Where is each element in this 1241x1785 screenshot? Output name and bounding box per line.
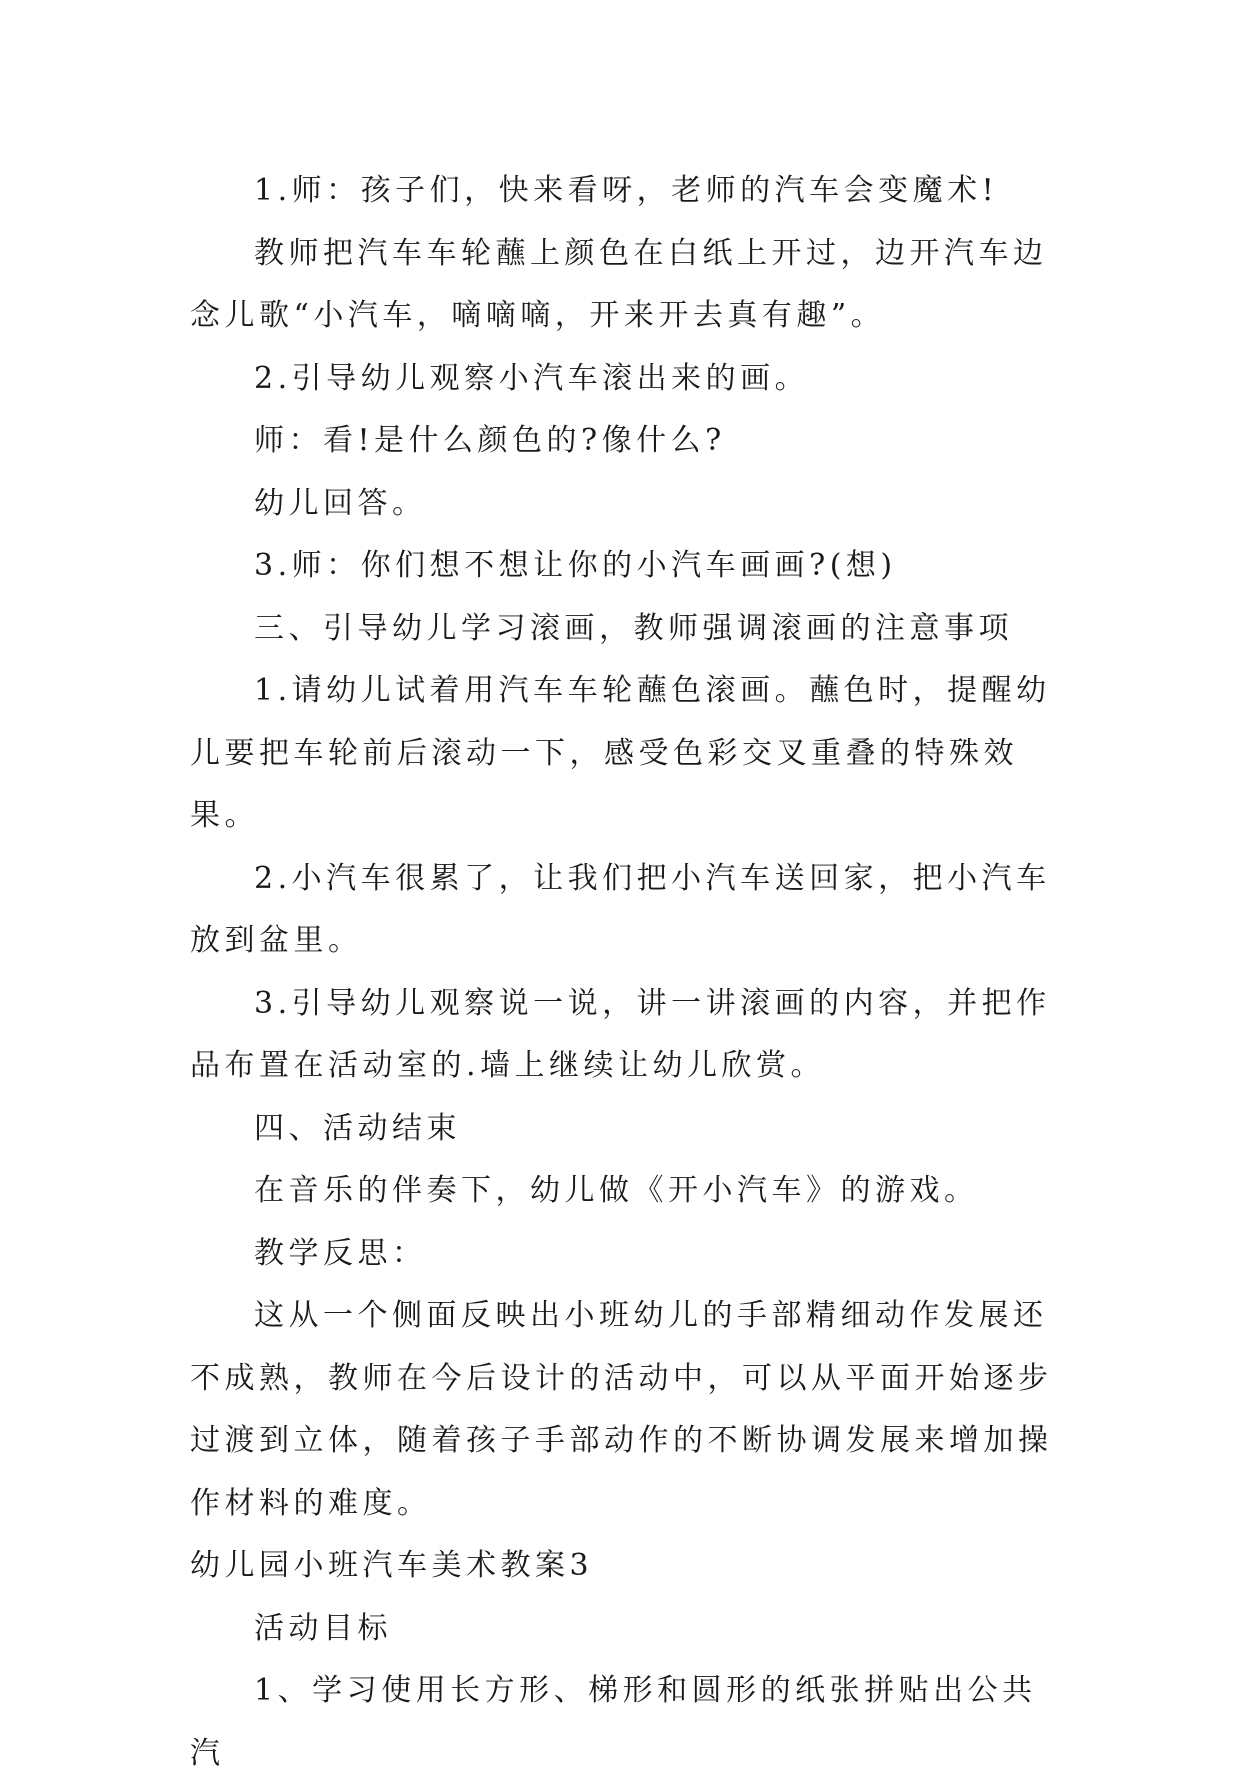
- paragraph: 教学反思：: [254, 1235, 427, 1271]
- paragraph: 1、学习使用长方形、梯形和圆形的纸张拼贴出公共汽: [190, 1673, 1037, 1771]
- paragraph: 三、引导幼儿学习滚画，教师强调滚画的注意事项: [254, 610, 1013, 646]
- paragraph: 这从一个侧面反映出小班幼儿的手部精细动作发展还不成熟，教师在今后设计的活动中，可以从平面开始逐步过渡到立体，随着孩子手部动作的不断协调发展来增加操作材料的难度。: [190, 1298, 1053, 1521]
- paragraph: 活动目标: [254, 1610, 392, 1646]
- paragraph: 1.请幼儿试着用汽车车轮蘸色滚画。蘸色时，提醒幼儿要把车轮前后滚动一下，感受色彩交叉重叠的特殊效果。: [190, 673, 1051, 833]
- paragraph: 2.小汽车很累了，让我们把小汽车送回家，把小汽车放到盆里。: [190, 860, 1051, 958]
- paragraph: 2.引导幼儿观察小汽车滚出来的画。: [254, 360, 810, 396]
- paragraph: 师：看!是什么颜色的?像什么?: [254, 423, 726, 458]
- section-title: 幼儿园小班汽车美术教案3: [190, 1548, 594, 1583]
- paragraph: 1.师：孩子们，快来看呀，老师的汽车会变魔术!: [254, 173, 999, 208]
- paragraph: 幼儿回答。: [254, 485, 427, 521]
- document-body: [190, 160, 1056, 1785]
- paragraph: 在音乐的伴奏下，幼儿做《开小汽车》的游戏。: [254, 1173, 979, 1208]
- paragraph: 3.师：你们想不想让你的小汽车画画?(想): [254, 548, 897, 583]
- paragraph: 教师把汽车车轮蘸上颜色在白纸上开过，边开汽车边念儿歌“小汽车，嘀嘀嘀，开来开去真有趣”。: [190, 235, 1048, 333]
- paragraph: 四、活动结束: [254, 1110, 461, 1146]
- paragraph: 3.引导幼儿观察说一说，讲一讲滚画的内容，并把作品布置在活动室的.墙上继续让幼儿欣赏。: [190, 985, 1051, 1083]
